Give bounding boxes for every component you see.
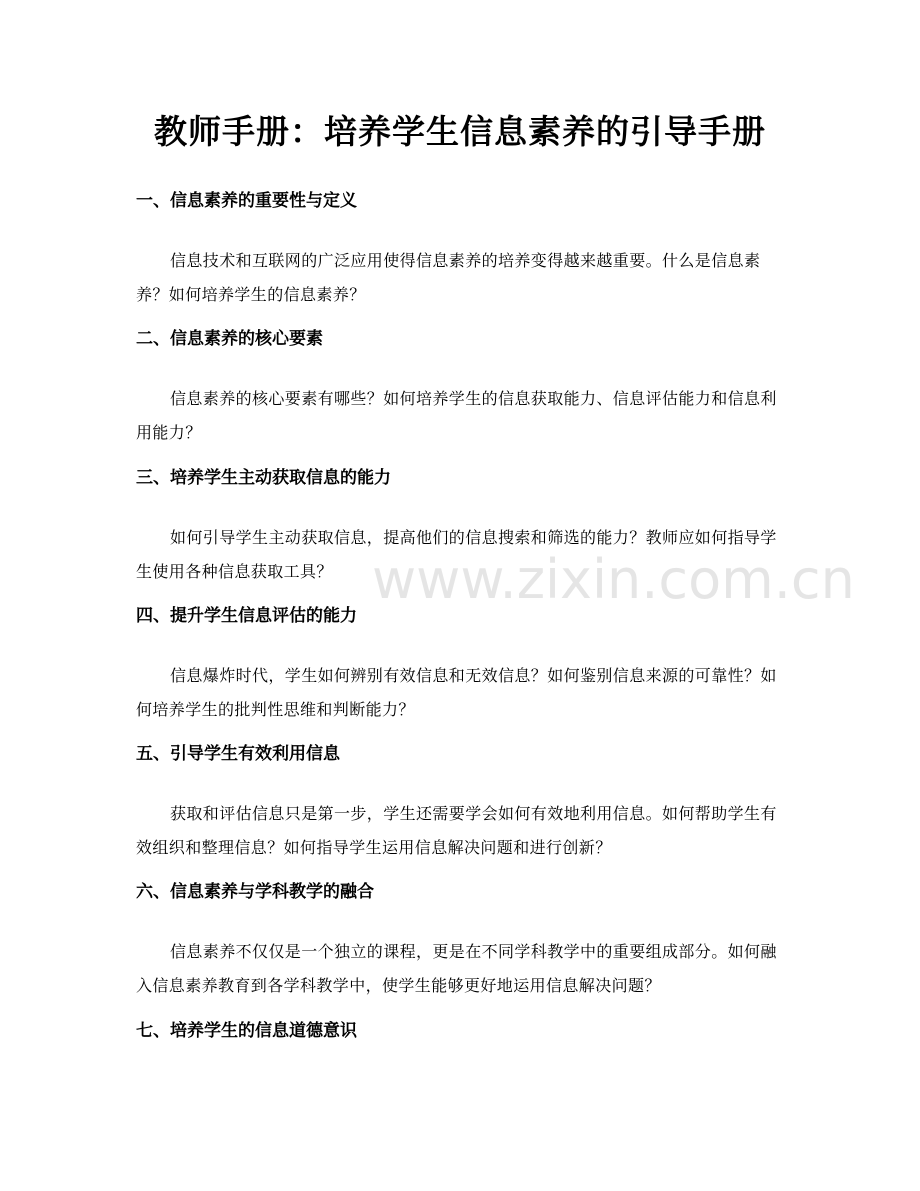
section-heading: 六、信息素养与学科教学的融合 (136, 882, 374, 902)
section-heading: 四、提升学生信息评估的能力 (136, 606, 357, 626)
section-2 (136, 327, 786, 450)
section-6 (136, 880, 786, 1003)
section-7 (136, 1019, 786, 1043)
section-3 (136, 466, 786, 589)
section-4 (136, 604, 786, 727)
section-paragraph: 如何引导学生主动获取信息，提高他们的信息搜索和筛选的能力？教师应如何指导学生使用各种信息获取工具？ (136, 528, 777, 581)
page-title: 教师手册：培养学生信息素养的引导手册 (154, 112, 766, 151)
section-heading: 五、引导学生有效利用信息 (136, 744, 340, 764)
section-paragraph: 信息素养的核心要素有哪些？如何培养学生的信息获取能力、信息评估能力和信息利用能力？ (136, 389, 777, 442)
section-heading: 三、培养学生主动获取信息的能力 (136, 468, 391, 488)
section-paragraph: 获取和评估信息只是第一步，学生还需要学会如何有效地利用信息。如何帮助学生有效组织和整理信息？如何指导学生运用信息解决问题和进行创新？ (136, 804, 777, 857)
section-heading: 一、信息素养的重要性与定义 (136, 191, 357, 211)
section-5 (136, 742, 786, 865)
section-paragraph: 信息爆炸时代，学生如何辨别有效信息和无效信息？如何鉴别信息来源的可靠性？如何培养学生的批判性思维和判断能力？ (136, 666, 777, 719)
watermark: www.zixin.com.cn (372, 548, 855, 611)
section-heading: 二、信息素养的核心要素 (136, 329, 323, 349)
section-paragraph: 信息素养不仅仅是一个独立的课程，更是在不同学科教学中的重要组成部分。如何融入信息素养教育到各学科教学中，使学生能够更好地运用信息解决问题？ (136, 942, 777, 995)
section-paragraph: 信息技术和互联网的广泛应用使得信息素养的培养变得越来越重要。什么是信息素养？如何培养学生的信息素养？ (136, 251, 761, 304)
section-heading: 七、培养学生的信息道德意识 (136, 1021, 357, 1041)
section-1 (136, 189, 786, 312)
